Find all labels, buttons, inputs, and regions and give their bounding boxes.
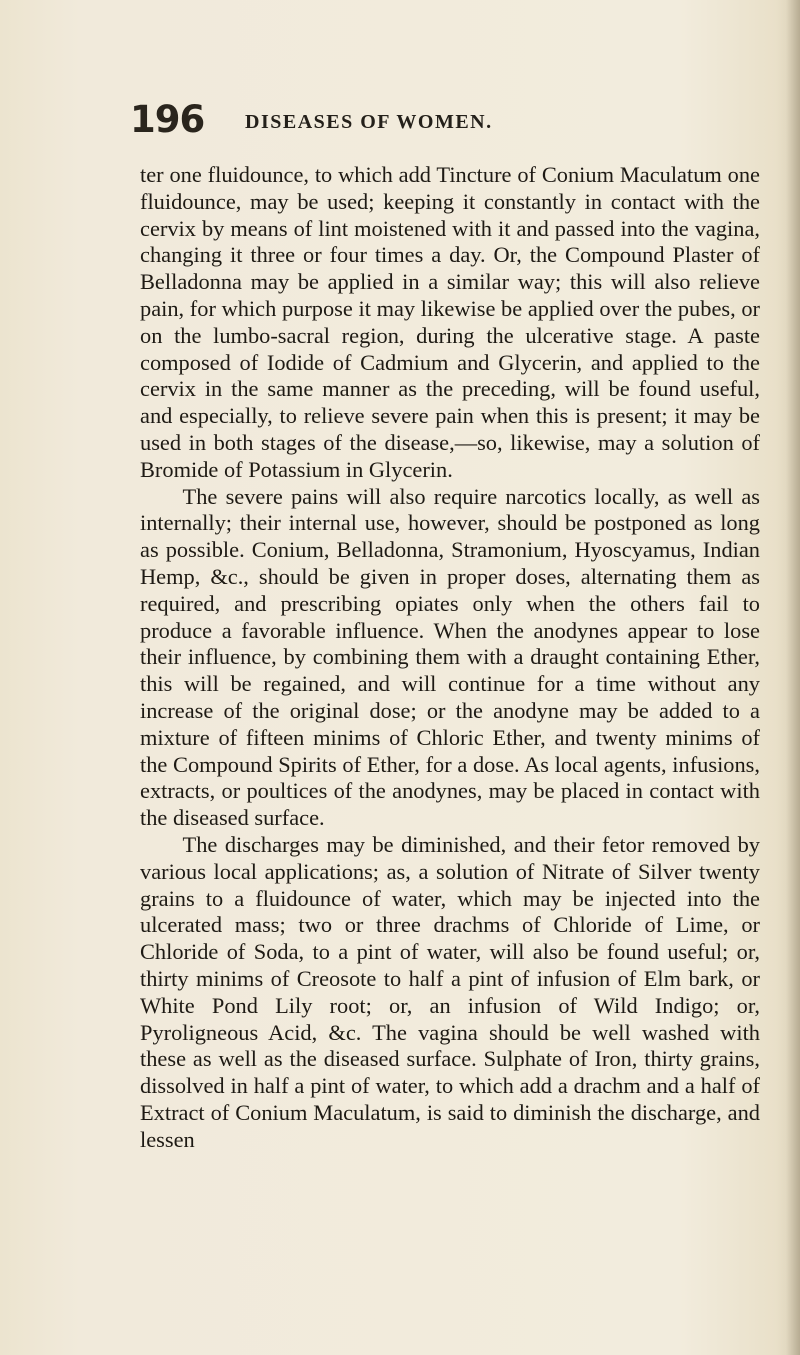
- body-text: [140, 162, 760, 1153]
- page-number: 196: [130, 98, 205, 141]
- running-head: DISEASES OF WOMEN.: [245, 111, 493, 133]
- paragraph-narcotics: The severe pains will also require narcotics locally, as well as internally; their internal use, however, should be postponed as long as possible. Conium, Belladonna, Stramonium, Hyoscyamus, Indian Hemp, &c., should be given in proper doses, alternating them as required, and prescribing opiates only when the others fail to produce a favorable influence. When the anodynes appear to lose their influence, by combining them with a draught containing Ether, this will be regained, and will continue for a time without any increase of the original dose; or the anodyne may be added to a mixture of fifteen minims of Chloric Ether, and twenty minims of the Compound Spirits of Ether, for a dose. As local agents, infusions, extracts, or poultices of the anodynes, may be placed in contact with the diseased surface.: [140, 483, 760, 831]
- page-header: [0, 97, 800, 155]
- paragraph-discharges: The discharges may be diminished, and their fetor removed by various local applications; as, a solution of Nitrate of Silver twenty grains to a fluidounce of water, which may be injected into the ulcerated mass; two or three drachms of Chloride of Lime, or Chloride of Soda, to a pint of water, will also be found useful; or, thirty minims of Creosote to half a pint of infusion of Elm bark, or White Pond Lily root; or, an infusion of Wild Indigo; or, Pyroligneous Acid, &c. The vagina should be well washed with these as well as the diseased surface. Sulphate of Iron, thirty grains, dissolved in half a pint of water, to which add a drachm and a half of Extract of Conium Maculatum, is said to diminish the discharge, and lessen: [140, 831, 760, 1152]
- paragraph-continued: ter one fluidounce, to which add Tincture of Conium Maculatum one fluidounce, may be used; keeping it constantly in contact with the cervix by means of lint moistened with it and passed into the vagina, changing it three or four times a day. Or, the Compound Plaster of Belladonna may be applied in a similar way; this will also relieve pain, for which purpose it may likewise be applied over the pubes, or on the lumbo-sacral region, during the ulcerative stage. A paste composed of Iodide of Cadmium and Glycerin, and applied to the cervix in the same manner as the preceding, will be found useful, and especially, to relieve severe pain when this is present; it may be used in both stages of the disease,—so, likewise, may a solution of Bromide of Potassium in Glycerin.: [140, 162, 760, 482]
- page-edge-shadow: [786, 0, 800, 1355]
